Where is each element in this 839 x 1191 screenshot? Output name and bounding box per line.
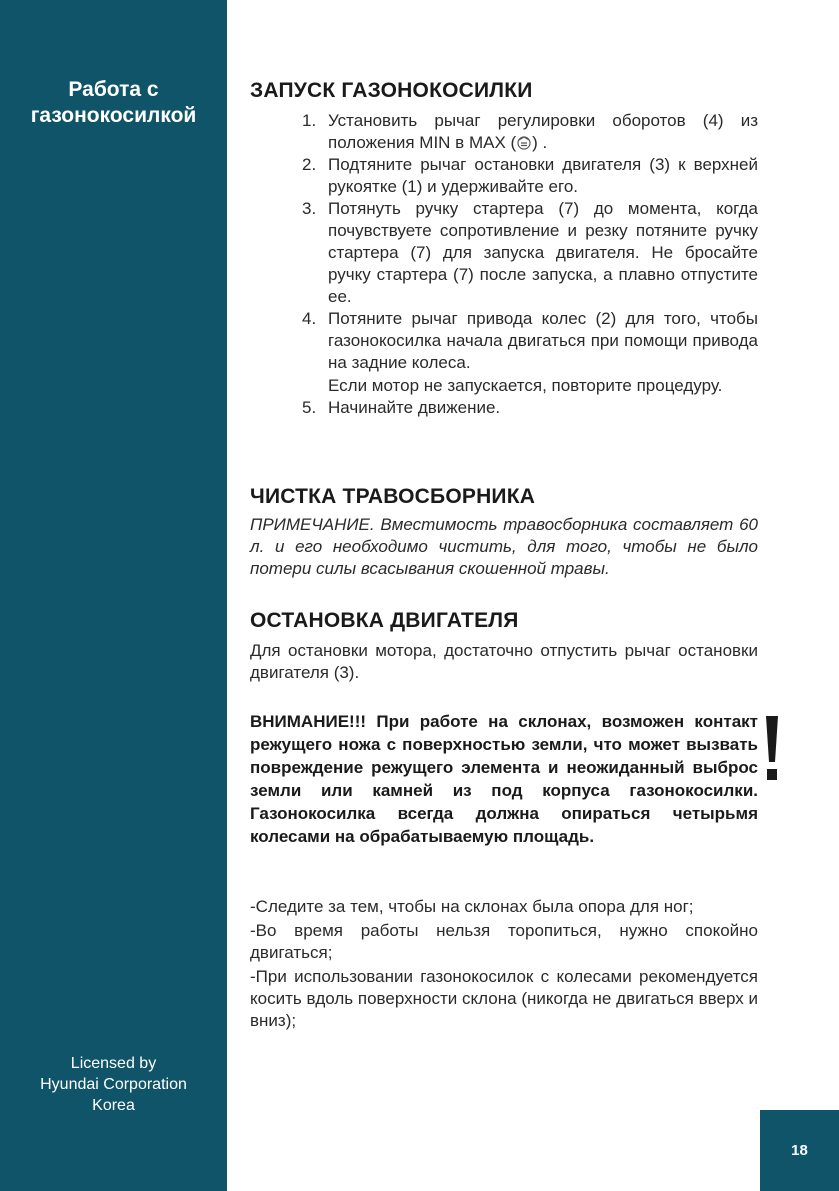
heading-stop: ОСТАНОВКА ДВИГАТЕЛЯ xyxy=(250,609,519,632)
throttle-max-icon xyxy=(516,134,532,150)
list-item: -Следите за тем, чтобы на склонах была опора для ног; xyxy=(250,897,694,916)
step-number: 1. xyxy=(302,111,317,130)
warning-text: ВНИМАНИЕ!!! При работе на склонах, возможен контакт режущего ножа с поверхностью земли, что может вызвать повреждение режущего элемента и неожиданный выброс земли или камней из под корпуса газонокосилки. Газонокосилка всегда должна опираться четырьмя колесами на обрабатываемую площадь. xyxy=(250,712,758,846)
licensed-line3: Korea xyxy=(92,1097,135,1114)
step-text: Потяните рычаг привода колес (2) для того, чтобы газонокосилка начала двигаться при помощи привода на задние колеса. xyxy=(328,309,758,372)
list-item xyxy=(302,198,758,308)
step-text: Потянуть ручку стартера (7) до момента, когда почувствуете сопротивление и резку потяните ручку стартера (7) для запуска двигателя. Не бросайте ручку стартера (7) после запуска, а плавно отпустите ее. xyxy=(328,199,758,306)
heading-start: ЗАПУСК ГАЗОНОКОСИЛКИ xyxy=(250,79,533,102)
step-number: 3. xyxy=(302,199,317,218)
list-item xyxy=(302,308,758,397)
clean-note: ПРИМЕЧАНИЕ. Вместимость травосборника составляет 60 л. и его необходимо чистить, для того, чтобы не было потери силы всасывания скошенной травы. xyxy=(250,515,758,578)
sidebar-title xyxy=(0,77,227,129)
step-number: 4. xyxy=(302,309,317,328)
sidebar xyxy=(0,0,227,1191)
start-steps xyxy=(302,110,758,419)
step-number: 5. xyxy=(302,398,317,417)
list-item xyxy=(302,110,758,154)
heading-clean: ЧИСТКА ТРАВОСБОРНИКА xyxy=(250,485,536,508)
licensed-line1: Licensed by xyxy=(70,1055,157,1072)
step-text-end: ) . xyxy=(532,133,548,152)
sidebar-title-line2: газонокосилкой xyxy=(30,104,197,127)
licensed-line2: Hyundai Corporation xyxy=(40,1076,187,1093)
step-extra-text: Если мотор не запускается, повторите процедуру. xyxy=(328,376,723,395)
step-text: Подтяните рычаг остановки двигателя (3) к верхней рукоятке (1) и удерживайте его. xyxy=(328,155,758,196)
licensed-note xyxy=(0,1053,227,1116)
step-text: Начинайте движение. xyxy=(328,398,501,417)
step-text: Установить рычаг регулировки оборотов (4) из положения MIN в MAX ( xyxy=(328,111,758,152)
list-item: -При использовании газонокосилок с колесами рекомендуется косить вдоль поверхности склона (никогда не двигаться вверх и вниз); xyxy=(250,967,758,1030)
exclamation-icon xyxy=(762,716,782,784)
stop-text: Для остановки мотора, достаточно отпустить рычаг остановки двигателя (3). xyxy=(250,641,758,682)
page-number: 18 xyxy=(760,1110,839,1191)
list-item: -Во время работы нельзя торопиться, нужно спокойно двигаться; xyxy=(250,921,758,962)
bullet-list xyxy=(250,896,758,1034)
list-item xyxy=(302,397,758,419)
list-item xyxy=(302,154,758,198)
sidebar-title-line1: Работа с xyxy=(68,78,159,101)
step-number: 2. xyxy=(302,155,317,174)
